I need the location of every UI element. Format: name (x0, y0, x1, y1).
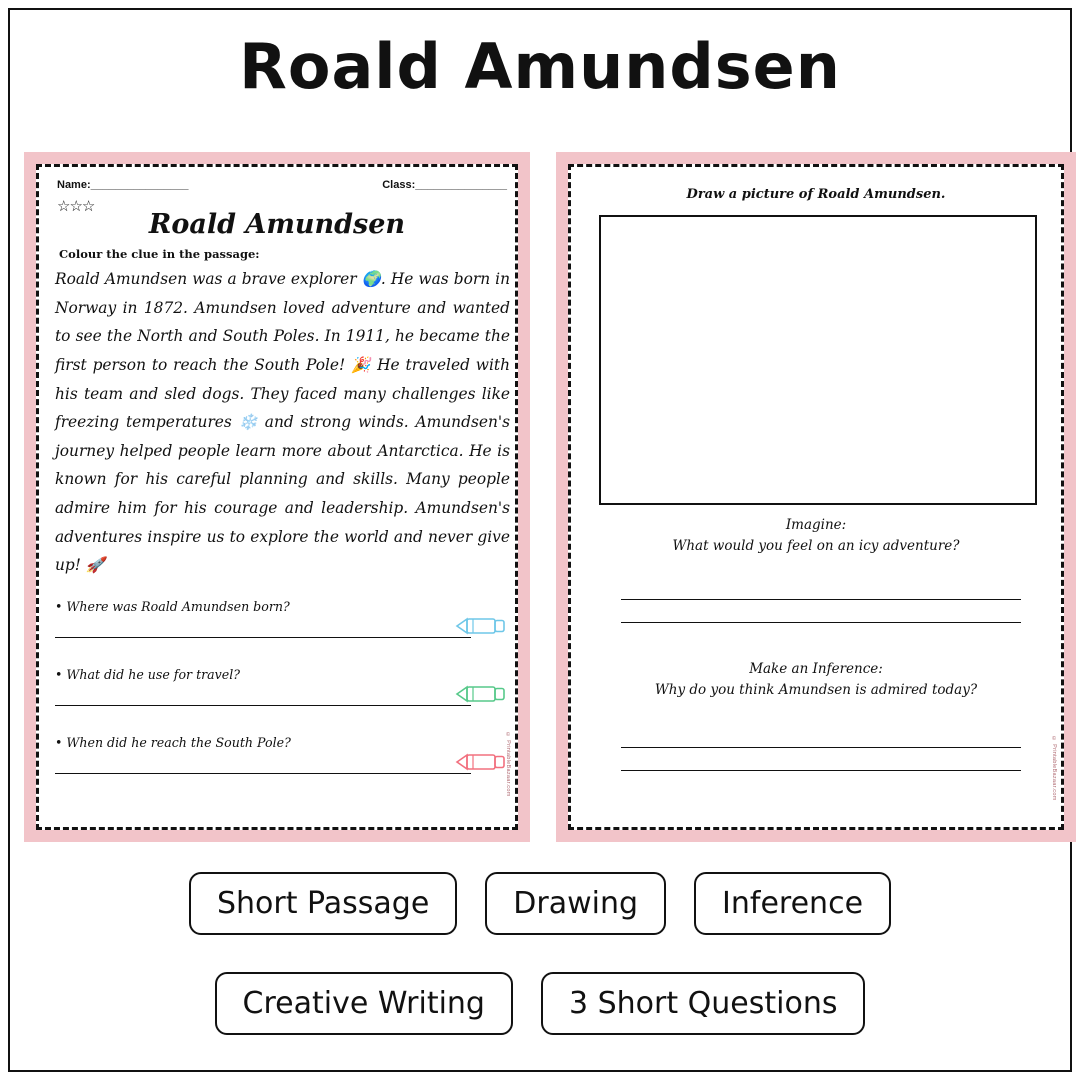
tag-inference[interactable]: Inference (694, 872, 891, 935)
student-info-row (57, 179, 507, 191)
answer-line[interactable] (621, 748, 1021, 771)
name-field-label[interactable]: Name:________________ (57, 179, 189, 191)
question-text: • When did he reach the South Pole? (55, 735, 291, 750)
answer-line[interactable] (621, 577, 1021, 600)
tag-drawing[interactable]: Drawing (485, 872, 666, 935)
imagine-answer-lines (621, 577, 1021, 623)
worksheet-heading: Roald Amundsen (148, 209, 406, 240)
answer-line[interactable] (621, 600, 1021, 623)
credit-text: © PrintableBazaar.com (505, 732, 511, 797)
tag-three-short-questions[interactable]: 3 Short Questions (541, 972, 865, 1035)
inference-title: Make an Inference: (749, 661, 883, 677)
drawing-instruction: Draw a picture of Roald Amundsen. (686, 187, 946, 202)
drawing-area[interactable] (599, 215, 1037, 505)
inference-question: Why do you think Amundsen is admired today? (654, 681, 978, 698)
imagine-title: Imagine: (785, 517, 847, 533)
tag-creative-writing[interactable]: Creative Writing (215, 972, 513, 1035)
answer-line[interactable] (55, 686, 471, 706)
worksheet-right-inner (568, 164, 1064, 830)
question-text: • What did he use for travel? (55, 667, 241, 682)
star-rating-icon: ☆☆☆ (57, 198, 95, 215)
crayon-icon (455, 617, 507, 635)
tag-row-1 (10, 872, 1070, 935)
imagine-question: What would you feel on an icy adventure? (672, 537, 960, 554)
question-text: • Where was Roald Amundsen born? (55, 599, 290, 614)
answer-line[interactable] (55, 754, 471, 774)
reading-passage: Roald Amundsen was a brave explorer 🌍. He was born in Norway in 1872. Amundsen loved adventure and wanted to see the North and South Poles. In 1911, he became the first person to reach the South Pole! 🎉 He traveled with his team and sled dogs. They faced many challenges like freezing temperatures ❄️ and strong winds. Amundsen's journey helped people learn more about Antarctica. He is known for his careful planning and skills. Many people admire him for his courage and leadership. Amundsen's adventures inspire us to explore the world and never give up! 🚀 (55, 270, 510, 575)
poster-frame (8, 8, 1072, 1072)
question-block (55, 599, 515, 638)
answer-line[interactable] (621, 725, 1021, 748)
crayon-icon (455, 753, 507, 771)
credit-text: © PrintableBazaar.com (1051, 736, 1057, 801)
class-field-label[interactable]: Class:_______________ (382, 179, 507, 191)
crayon-icon (455, 685, 507, 703)
tag-row-2 (10, 972, 1070, 1035)
question-block (55, 735, 515, 774)
question-block (55, 667, 515, 706)
worksheet-left-inner (36, 164, 518, 830)
imagine-prompt (571, 515, 1061, 557)
answer-line[interactable] (55, 618, 471, 638)
inference-answer-lines (621, 725, 1021, 771)
inference-prompt (571, 659, 1061, 701)
tag-short-passage[interactable]: Short Passage (189, 872, 457, 935)
worksheet-left (24, 152, 530, 842)
worksheet-right (556, 152, 1076, 842)
instruction-text: Colour the clue in the passage: (59, 247, 260, 261)
page-title: Roald Amundsen (239, 30, 841, 103)
